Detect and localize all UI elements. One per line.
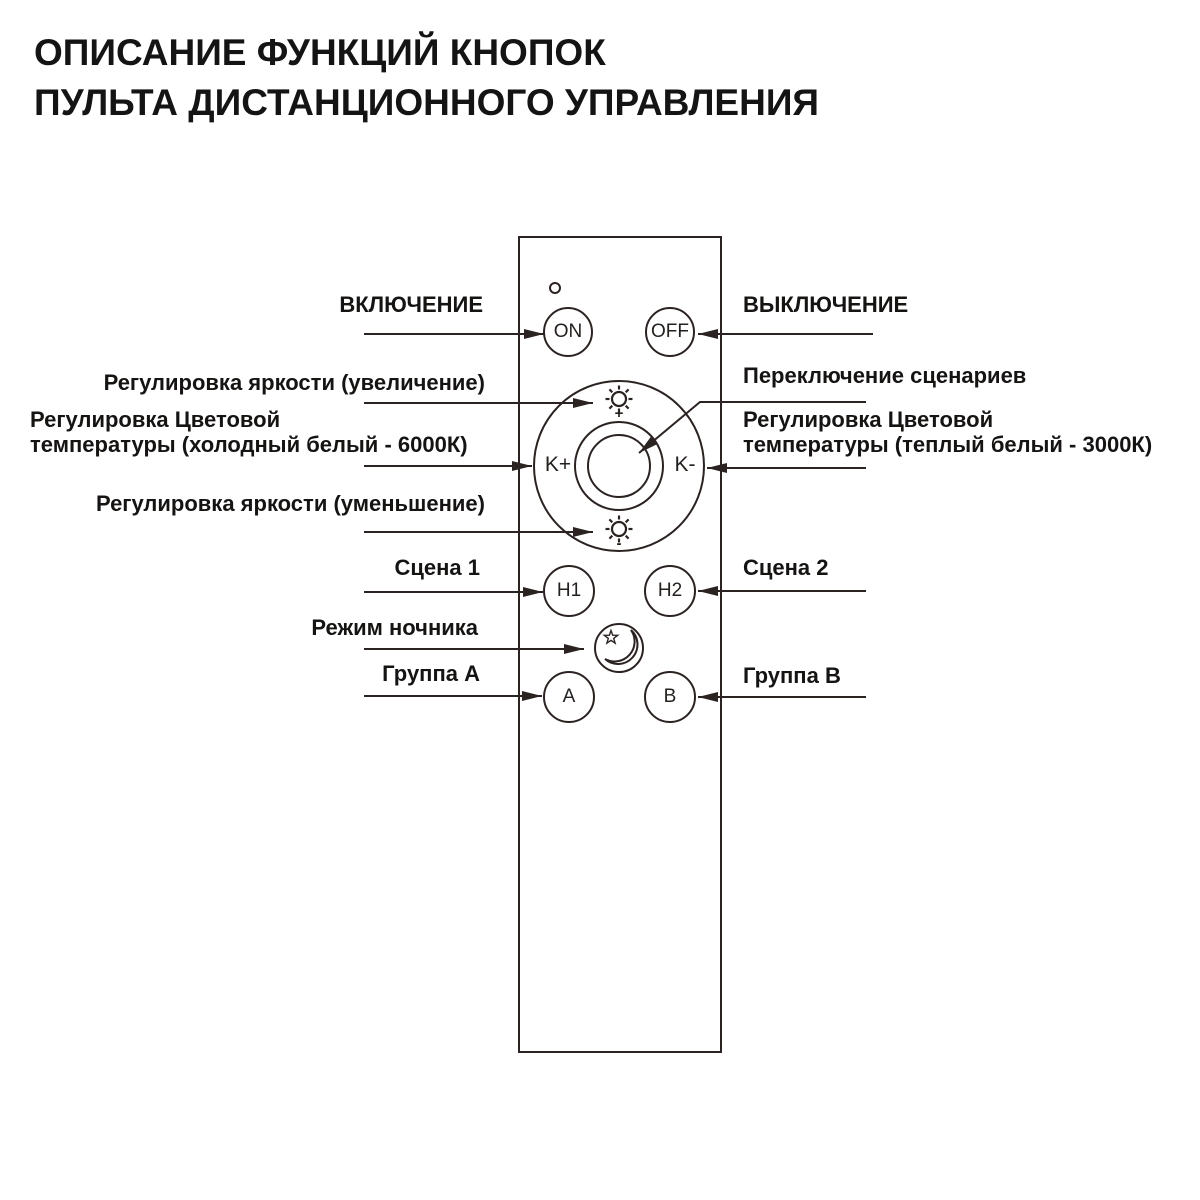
group-a-button-label[interactable]: A	[562, 686, 576, 707]
label-cct-warm-line1: Регулировка Цветовой	[743, 407, 994, 432]
brightness-down-sign: -	[616, 535, 622, 552]
label-brightness-down: Регулировка яркости (уменьшение)	[95, 491, 485, 516]
label-cct-cold-line2: температуры (холодный белый - 6000К)	[30, 432, 468, 457]
k-minus-label[interactable]: K-	[674, 453, 696, 476]
label-cct-warm-line2: температуры (теплый белый - 3000К)	[743, 432, 1153, 457]
label-cct-warm	[743, 407, 1152, 457]
label-night-mode: Режим ночника	[311, 615, 478, 640]
k-plus-label[interactable]: K+	[544, 453, 572, 476]
on-button-label[interactable]: ON	[553, 321, 583, 342]
label-group-a: Группа А	[382, 661, 480, 686]
h2-button-label[interactable]: H2	[657, 580, 683, 601]
label-group-b: Группа В	[743, 663, 841, 688]
star-icon	[604, 631, 617, 644]
label-power-on: ВКЛЮЧЕНИЕ	[339, 292, 483, 317]
label-brightness-up: Регулировка яркости (увеличение)	[103, 370, 485, 395]
night-mode-button[interactable]	[595, 624, 643, 672]
label-scene1: Сцена 1	[394, 555, 480, 580]
label-scene-switch: Переключение сценариев	[743, 363, 1027, 388]
remote-body-outline	[519, 237, 721, 1052]
h1-button-label[interactable]: H1	[556, 580, 582, 601]
brightness-up-sign: +	[614, 405, 624, 422]
label-scene2: Сцена 2	[743, 555, 829, 580]
label-power-off: ВЫКЛЮЧЕНИЕ	[743, 292, 909, 317]
page-title-line2: ПУЛЬТА ДИСТАНЦИОННОГО УПРАВЛЕНИЯ	[34, 82, 820, 123]
off-button-label[interactable]: OFF	[651, 321, 689, 342]
label-cct-cold-line1: Регулировка Цветовой	[30, 407, 281, 432]
group-b-button-label[interactable]: B	[663, 686, 677, 707]
label-cct-cold	[30, 407, 468, 457]
indicator-led	[550, 283, 560, 293]
page-title-line1: ОПИСАНИЕ ФУНКЦИЙ КНОПОК	[34, 32, 606, 73]
